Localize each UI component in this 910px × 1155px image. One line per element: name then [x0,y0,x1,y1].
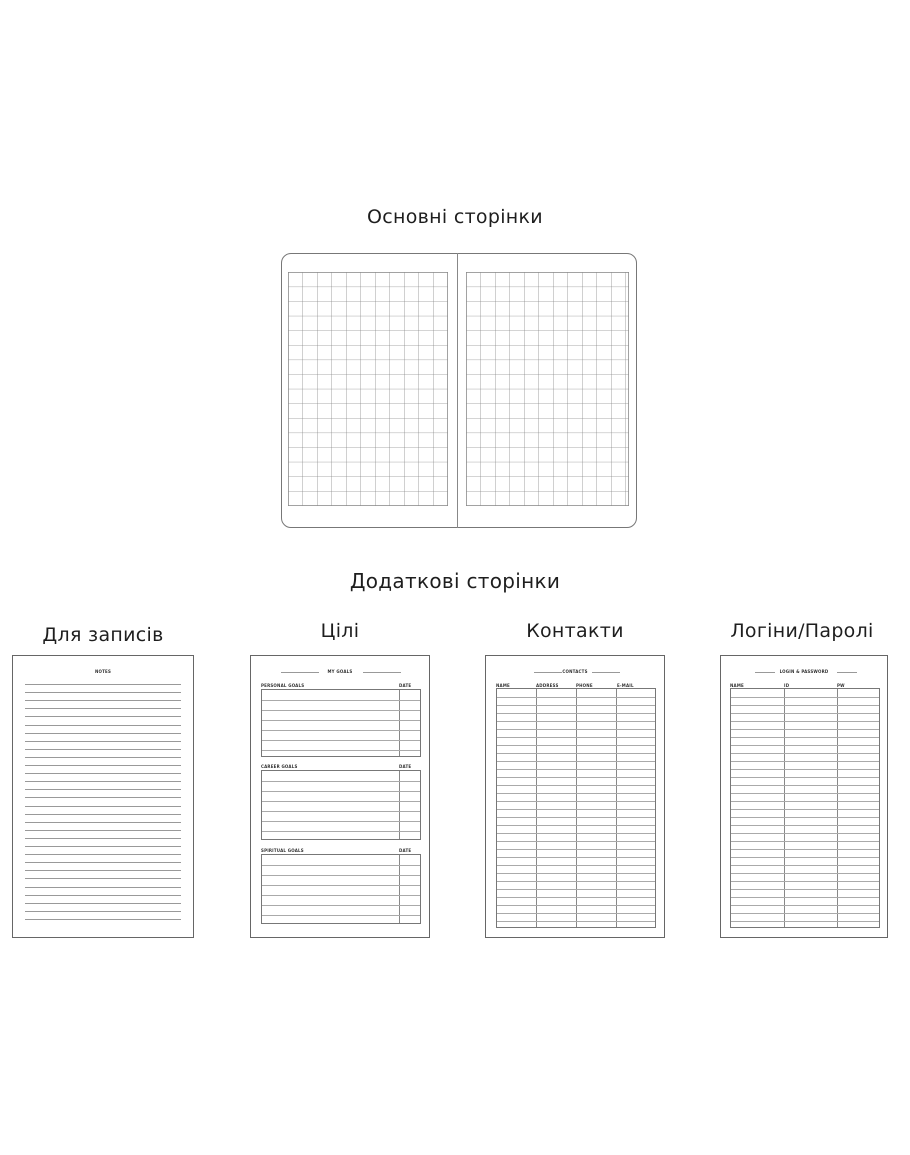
table-row-line [731,753,879,754]
goals-sheet [250,655,430,938]
ruled-line [25,887,181,888]
table-row-line [497,833,655,834]
ruled-line [25,814,181,815]
table-row-line [497,921,655,922]
goal-line [262,740,420,741]
goal-line [262,915,420,916]
table-row-line [731,825,879,826]
goals-group-label: SPIRITUAL GOALS [261,848,304,853]
table-row-line [497,801,655,802]
table-row-line [731,793,879,794]
notes-sheet [12,655,194,938]
table-row-line [497,873,655,874]
table-row-line [497,913,655,914]
table-row-line [497,769,655,770]
contacts-table [496,688,656,928]
table-row-line [731,745,879,746]
table-row-line [731,897,879,898]
table-row-line [731,913,879,914]
table-row-line [731,697,879,698]
goal-line [262,821,420,822]
table-row-line [497,729,655,730]
table-row-line [731,721,879,722]
contacts-col-header: PHONE [576,683,593,688]
contacts-sheet-header: CONTACTS [562,669,588,674]
ruled-line [25,878,181,879]
table-column-divider [784,689,785,927]
goal-line [262,730,420,731]
ruled-line [25,716,181,717]
table-row-line [731,713,879,714]
goal-line [262,885,420,886]
ruled-line [25,806,181,807]
table-row-line [497,793,655,794]
ruled-line [25,708,181,709]
table-row-line [497,777,655,778]
page-title-notes: Для записів [42,624,164,646]
table-row-line [497,897,655,898]
logins-col-header: NAME [730,683,744,688]
ruled-line [25,870,181,871]
page-title-contacts: Контакти [526,620,624,642]
ruled-line [25,846,181,847]
logins-col-header: ID [784,683,790,688]
table-row-line [497,721,655,722]
goal-line [262,875,420,876]
ruled-line [25,903,181,904]
table-row-line [497,905,655,906]
ruled-line [25,838,181,839]
goal-line [262,720,420,721]
table-row-line [731,921,879,922]
goals-date-label: DATE [399,848,412,853]
table-column-divider [536,689,537,927]
extra-pages-heading: Додаткові сторінки [349,569,561,593]
logins-col-header: PW [837,683,845,688]
ruled-line [25,854,181,855]
table-row-line [497,841,655,842]
table-row-line [731,833,879,834]
table-row-line [731,761,879,762]
table-row-line [731,881,879,882]
logins-sheet [720,655,888,938]
ruled-line [25,692,181,693]
table-row-line [497,737,655,738]
table-row-line [731,865,879,866]
goals-box-career [261,770,421,840]
table-row-line [497,849,655,850]
goal-line [262,865,420,866]
ruled-line [25,822,181,823]
contacts-col-header: NAME [496,683,510,688]
table-column-divider [616,689,617,927]
table-row-line [497,713,655,714]
goals-date-label: DATE [399,764,412,769]
table-row-line [731,769,879,770]
ruled-line [25,919,181,920]
table-row-line [497,817,655,818]
table-row-line [731,873,879,874]
table-column-divider [576,689,577,927]
ruled-line [25,733,181,734]
logins-table [730,688,880,928]
goal-line [262,811,420,812]
logins-sheet-header: LOGIN & PASSWORD [779,669,829,674]
table-row-line [497,825,655,826]
goal-line [262,895,420,896]
goal-line [262,710,420,711]
table-row-line [497,857,655,858]
table-row-line [497,745,655,746]
table-row-line [731,849,879,850]
ruled-line [25,781,181,782]
table-row-line [731,905,879,906]
table-row-line [497,809,655,810]
ruled-line [25,684,181,685]
contacts-col-header: E-MAIL [617,683,634,688]
ruled-line [25,765,181,766]
grid-left-page [288,272,448,506]
ruled-line [25,725,181,726]
table-row-line [731,817,879,818]
spread-fold-line [457,253,458,528]
goal-line [262,801,420,802]
table-row-line [731,737,879,738]
table-row-line [731,729,879,730]
ruled-line [25,741,181,742]
ruled-line [25,797,181,798]
goal-line [262,791,420,792]
ruled-line [25,757,181,758]
contacts-col-header: ADDRESS [536,683,559,688]
table-row-line [731,889,879,890]
table-row-line [731,705,879,706]
goal-line [262,781,420,782]
ruled-line [25,773,181,774]
goal-line [262,750,420,751]
grid-right-page [466,272,629,506]
table-row-line [497,705,655,706]
table-row-line [497,697,655,698]
goal-line [262,700,420,701]
ruled-line [25,830,181,831]
table-row-line [497,761,655,762]
table-row-line [731,841,879,842]
ruled-line [25,700,181,701]
table-row-line [731,777,879,778]
ruled-line [25,789,181,790]
goals-box-spiritual [261,854,421,924]
table-row-line [497,889,655,890]
table-row-line [731,801,879,802]
table-row-line [731,809,879,810]
main-pages-heading: Основні сторінки [367,206,543,228]
goals-group-label: CAREER GOALS [261,764,298,769]
table-column-divider [837,689,838,927]
contacts-sheet [485,655,665,938]
table-row-line [497,881,655,882]
table-row-line [497,865,655,866]
notes-sheet-header: NOTES [94,669,112,674]
table-row-line [497,785,655,786]
goal-line [262,831,420,832]
ruled-line [25,895,181,896]
goals-group-label: PERSONAL GOALS [261,683,305,688]
goals-sheet-header: MY GOALS [327,669,353,674]
table-row-line [731,785,879,786]
ruled-line [25,862,181,863]
goal-line [262,905,420,906]
page-title-goals: Цілі [320,620,360,642]
ruled-line [25,749,181,750]
table-row-line [731,857,879,858]
page-title-logins: Логіни/Паролі [730,620,874,642]
goals-box-personal [261,689,421,757]
table-row-line [497,753,655,754]
ruled-line [25,911,181,912]
goals-date-label: DATE [399,683,412,688]
